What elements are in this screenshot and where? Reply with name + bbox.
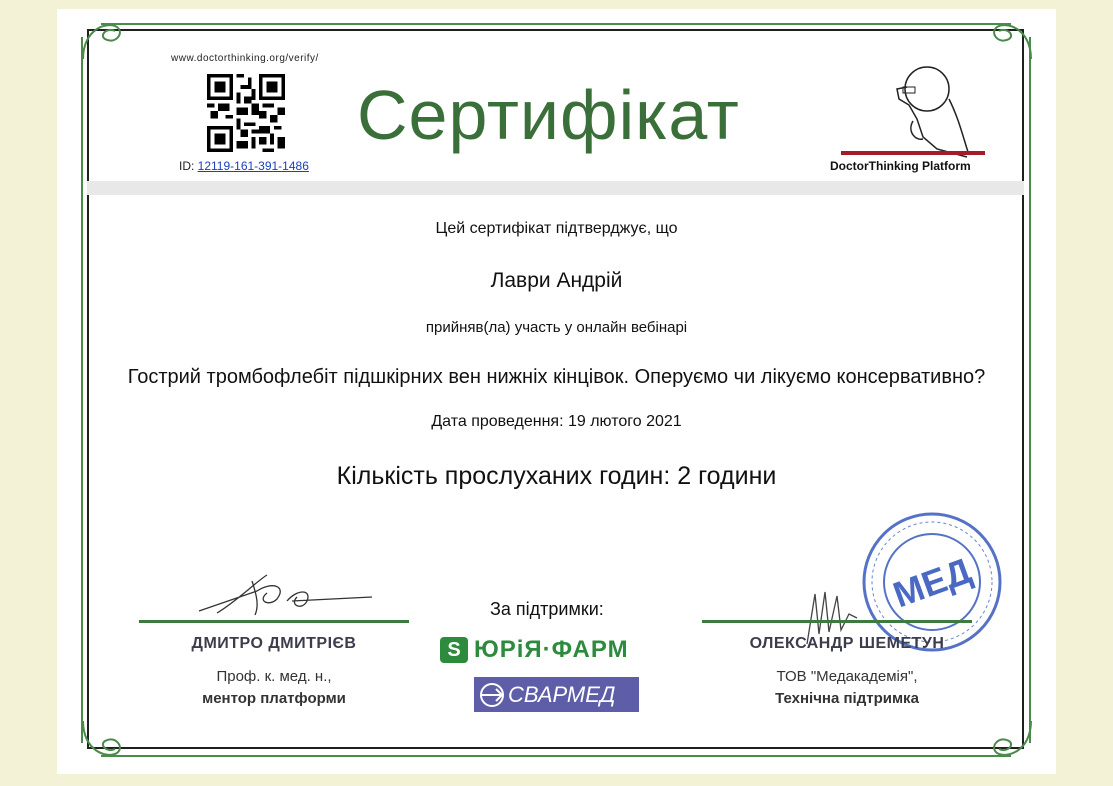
yuria-pharm-icon: Ѕ <box>440 637 468 663</box>
support-label: За підтримки: <box>490 599 604 619</box>
event-date: Дата проведення: 19 лютого 2021 <box>431 413 682 430</box>
recipient-name: Лаври Андрій <box>490 269 623 292</box>
corner-ornament-bl <box>77 711 127 761</box>
border-green-bottom <box>101 755 1011 757</box>
header-divider-band <box>87 181 1024 195</box>
right-signer-name: ОЛЕКСАНДР ШЕМЕТУН <box>749 635 945 652</box>
certificate-id <box>179 159 309 173</box>
corner-ornament-tl <box>77 19 127 69</box>
svarmed-text: СВАРМЕД <box>508 682 616 707</box>
border-green-right <box>1029 37 1031 743</box>
right-signer-company: ТОВ "Медакадемія", <box>776 668 918 685</box>
verify-url: www.doctorthinking.org/verify/ <box>171 53 319 64</box>
left-signer-title: Проф. к. мед. н., <box>216 668 332 685</box>
certificate-page <box>57 9 1056 774</box>
left-signer-role: ментор платформи <box>202 690 346 707</box>
right-signature-line <box>702 620 972 623</box>
qr-code[interactable] <box>207 74 285 152</box>
border-green-top <box>101 23 1011 25</box>
right-signer-role: Технічна підтримка <box>775 690 919 707</box>
confirms-text: Цей сертифікат підтверджує, що <box>435 220 678 237</box>
left-signer-name: ДМИТРО ДМИТРІЄВ <box>191 635 357 652</box>
certificate-title: Сертифікат <box>357 76 740 154</box>
yuria-pharm-logo <box>440 636 629 664</box>
left-signature-line <box>139 620 409 623</box>
webinar-title: Гострий тромбофлебіт підшкірних вен нижніх кінцівок. Оперуємо чи лікуємо консервативно? <box>127 366 986 388</box>
stamp-text: МЕД <box>887 549 977 616</box>
border-green-left <box>81 37 83 743</box>
certificate-id-label: ID: <box>179 159 198 173</box>
participated-text: прийняв(ла) участь у онлайн вебінарі <box>425 319 688 336</box>
left-signature <box>197 571 377 621</box>
yuria-pharm-text: ЮРіЯ·ФАРМ <box>474 636 629 663</box>
svarmed-icon <box>478 681 508 709</box>
certificate-id-link[interactable]: 12119-161-391-1486 <box>197 159 309 173</box>
corner-ornament-br <box>987 711 1037 761</box>
hours-count: Кількість прослуханих годин: 2 години <box>336 462 777 490</box>
platform-name: DoctorThinking Platform <box>830 159 971 173</box>
svarmed-logo <box>474 677 639 712</box>
